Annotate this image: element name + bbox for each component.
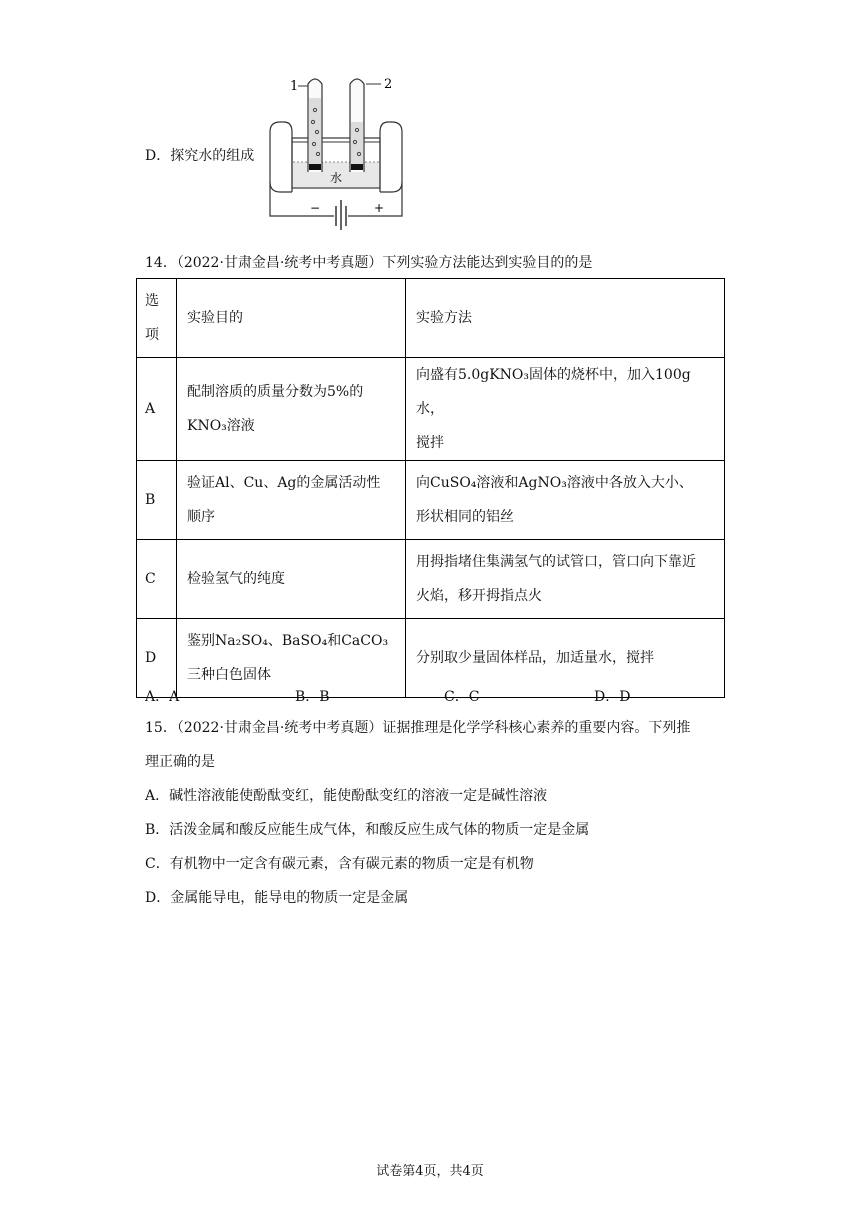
tube-label-2: 2: [384, 77, 393, 92]
q13-option-d: D．探究水的组成: [145, 148, 255, 164]
header-option: 选 项: [137, 279, 177, 358]
tube-label-1: 1: [290, 79, 299, 94]
row-option: B: [137, 461, 177, 540]
choice-b: B．B: [295, 689, 330, 705]
table-row: [137, 540, 725, 619]
row-goal: 配制溶质的质量分数为5%的 KNO₃溶液: [177, 358, 406, 461]
row-option: A: [137, 358, 177, 461]
row-method: 分别取少量固体样品，加适量水，搅拌: [406, 619, 725, 698]
q15-stem-line2: 理正确的是: [145, 754, 215, 770]
page-footer: 试卷第4页，共4页: [376, 1164, 484, 1179]
choice-c: C．C: [444, 689, 480, 705]
choice-d: D．D: [594, 689, 631, 705]
experiment-table: [136, 278, 725, 698]
battery-plus: +: [374, 201, 385, 215]
row-method: 用拇指堵住集满氢气的试管口，管口向下靠近 火焰，移开拇指点火: [406, 540, 725, 619]
row-goal: 鉴别Na₂SO₄、BaSO₄和CaCO₃ 三种白色固体: [177, 619, 406, 698]
header-method: 实验方法: [406, 279, 725, 358]
row-goal: 检验氢气的纯度: [177, 540, 406, 619]
water-label: 水: [330, 171, 343, 185]
row-method: 向CuSO₄溶液和AgNO₃溶液中各放入大小、 形状相同的铝丝: [406, 461, 725, 540]
table-row: [137, 619, 725, 698]
row-option: D: [137, 619, 177, 698]
electrolysis-diagram: [262, 70, 412, 232]
header-goal: 实验目的: [177, 279, 406, 358]
row-goal: 验证Al、Cu、Ag的金属活动性 顺序: [177, 461, 406, 540]
table-row: [137, 358, 725, 461]
battery-minus: −: [310, 201, 321, 215]
choice-a: A．A: [145, 689, 180, 705]
q15-stem-line1: 15．（2022·甘肃金昌·统考中考真题）证据推理是化学学科核心素养的重要内容。下列推: [145, 720, 691, 736]
q14-stem: 14．（2022·甘肃金昌·统考中考真题）下列实验方法能达到实验目的的是: [145, 255, 593, 271]
q15-option-d: D．金属能导电，能导电的物质一定是金属: [145, 890, 409, 906]
row-option: C: [137, 540, 177, 619]
row-method: 向盛有5.0gKNO₃固体的烧杯中，加入100g水， 搅拌: [406, 358, 725, 461]
q15-option-a: A．碱性溶液能使酚酞变红，能使酚酞变红的溶液一定是碱性溶液: [145, 788, 548, 804]
q15-option-c: C．有机物中一定含有碳元素，含有碳元素的物质一定是有机物: [145, 856, 534, 872]
table-header-row: [137, 279, 725, 358]
table-row: [137, 461, 725, 540]
q15-option-b: B．活泼金属和酸反应能生成气体，和酸反应生成气体的物质一定是金属: [145, 822, 590, 838]
